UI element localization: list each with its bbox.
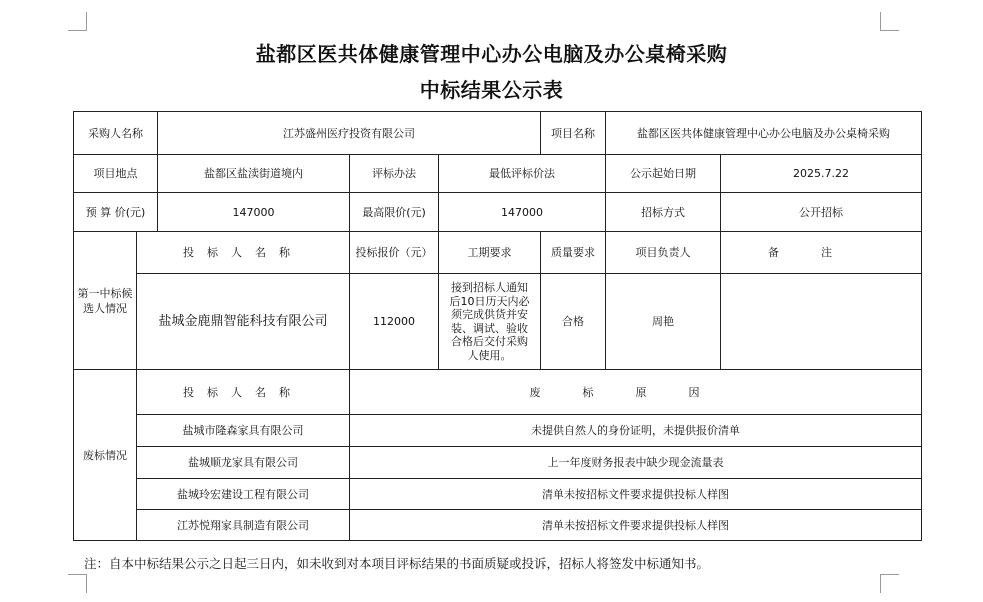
location-label: 项目地点 bbox=[74, 155, 158, 193]
budget-value: 147000 bbox=[158, 193, 350, 232]
bid-method-value: 公开招标 bbox=[721, 193, 922, 232]
rejected-reason: 清单未按招标文件要求提供投标人样图 bbox=[350, 510, 922, 541]
project-name-value: 盐都区医共体健康管理中心办公电脑及办公桌椅采购 bbox=[606, 112, 922, 155]
winner-manager: 周艳 bbox=[606, 274, 721, 370]
rejected-row bbox=[74, 479, 922, 510]
crop-mark-bottom-left bbox=[68, 574, 87, 593]
winner-quality: 合格 bbox=[541, 274, 606, 370]
crop-mark-top-left bbox=[68, 12, 87, 31]
date-label: 公示起始日期 bbox=[606, 155, 721, 193]
winner-header-row bbox=[74, 232, 922, 274]
crop-mark-top-right bbox=[880, 12, 899, 31]
max-price-label: 最高限价(元) bbox=[350, 193, 439, 232]
rejected-reason: 未提供自然人的身份证明，未提供报价清单 bbox=[350, 415, 922, 447]
budget-label: 预 算 价(元) bbox=[74, 193, 158, 232]
rejected-bidder: 江苏悦翔家具制造有限公司 bbox=[137, 510, 350, 541]
document-subtitle: 中标结果公示表 bbox=[419, 78, 564, 102]
method-value: 最低评标价法 bbox=[439, 155, 606, 193]
rejected-reason: 清单未按招标文件要求提供投标人样图 bbox=[350, 479, 922, 510]
header-manager: 项目负责人 bbox=[606, 232, 721, 274]
purchaser-value: 江苏盛州医疗投资有限公司 bbox=[158, 112, 541, 155]
result-table bbox=[73, 111, 922, 541]
rejected-bidder: 盐城玲宏建设工程有限公司 bbox=[137, 479, 350, 510]
winner-row bbox=[74, 274, 922, 370]
row-purchaser bbox=[74, 112, 922, 155]
method-label: 评标办法 bbox=[350, 155, 439, 193]
rejected-header-row bbox=[74, 370, 922, 415]
winner-section-label: 第一中标候选人情况 bbox=[74, 232, 137, 370]
winner-bidder: 盐城金鹿鼎智能科技有限公司 bbox=[137, 274, 350, 370]
header-bidder-name: 投标人名称 bbox=[137, 232, 350, 274]
project-name-label: 项目名称 bbox=[541, 112, 606, 155]
rejected-reason: 上一年度财务报表中缺少现金流量表 bbox=[350, 447, 922, 479]
rejected-row bbox=[74, 510, 922, 541]
header-remark: 备注 bbox=[721, 232, 922, 274]
header-quality: 质量要求 bbox=[541, 232, 606, 274]
rejected-header-reason: 废标原因 bbox=[350, 370, 922, 415]
rejected-row bbox=[74, 415, 922, 447]
rejected-bidder: 盐城市隆森家具有限公司 bbox=[137, 415, 350, 447]
document-title: 盐都区医共体健康管理中心办公电脑及办公桌椅采购 bbox=[255, 42, 728, 66]
row-location bbox=[74, 155, 922, 193]
purchaser-label: 采购人名称 bbox=[74, 112, 158, 155]
winner-period: 接到招标人通知后10日历天内必须完成供货并安装、调试、验收合格后交付采购人使用。 bbox=[439, 274, 541, 370]
date-value: 2025.7.22 bbox=[721, 155, 922, 193]
bid-method-label: 招标方式 bbox=[606, 193, 721, 232]
rejected-section-label: 废标情况 bbox=[74, 370, 137, 541]
winner-price: 112000 bbox=[350, 274, 439, 370]
max-price-value: 147000 bbox=[439, 193, 606, 232]
crop-mark-bottom-right bbox=[880, 574, 899, 593]
footnote: 注：自本中标结果公示之日起三日内，如未收到对本项目评标结果的书面质疑或投诉，招标人将签发中标通知书。 bbox=[84, 556, 710, 571]
rejected-row bbox=[74, 447, 922, 479]
rejected-header-bidder: 投标人名称 bbox=[137, 370, 350, 415]
rejected-bidder: 盐城顺龙家具有限公司 bbox=[137, 447, 350, 479]
row-budget bbox=[74, 193, 922, 232]
header-period: 工期要求 bbox=[439, 232, 541, 274]
winner-remark bbox=[721, 274, 922, 370]
location-value: 盐都区盐渎街道境内 bbox=[158, 155, 350, 193]
header-bid-price: 投标报价（元） bbox=[350, 232, 439, 274]
